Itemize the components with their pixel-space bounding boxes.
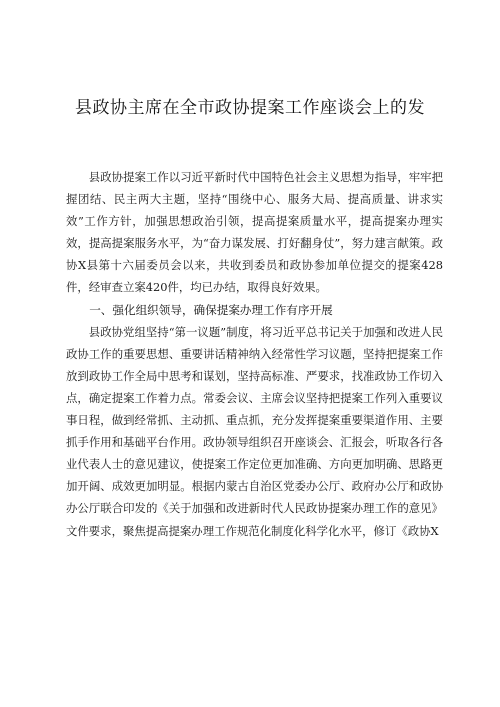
document-title: 县政协主席在全市政协提案工作座谈会上的发 [75, 98, 425, 118]
intro-paragraph: 县政协提案工作以习近平新时代中国特色社会主义思想为指导，牢牢把握团结、民主两大主题，坚持“围绕中心、服务大局、提高质量、讲求实效”工作方针，加强思想政治引领，提高提案质量水平，提高提案办理实效，提高提案服务水平，为“奋力谋发展、打好翻身仗”，努力建言献策。政协X县第十六届委员会以来，共收到委员和政协参加单位提交的提案428件，经审查立案420件，均已办结，取得良好效果。 [66, 170, 443, 295]
document-body [66, 166, 443, 542]
section-paragraph: 县政协党组坚持“第一议题”制度，将习近平总书记关于加强和改进人民政协工作的重要思想、重要讲话精神纳入经常性学习议题，坚持把提案工作放到政协工作全局中思考和谋划，坚持高标准、严要求，找准政协工作切入点，确定提案工作着力点。常委会议、主席会议坚持把提案工作列入重要议事日程，做到经常抓、主动抓、重点抓，充分发挥提案重要渠道作用、主要抓手作用和基础平台作用。政协领导组织召开座谈会、汇报会，听取各行各业代表人士的意见建议，使提案工作定位更加准确、方向更加明确、思路更加开阔、成效更加明显。根据内蒙古自治区党委办公厅、政府办公厅和政协办公厅联合印发的《关于加强和改进新时代人民政协提案办理工作的意见》文件要求，聚焦提高提案办理工作规范化制度化科学化水平，修订《政协X [66, 324, 443, 538]
section-heading: 一、强化组织领导，确保提案办理工作有序开展 [89, 302, 333, 317]
